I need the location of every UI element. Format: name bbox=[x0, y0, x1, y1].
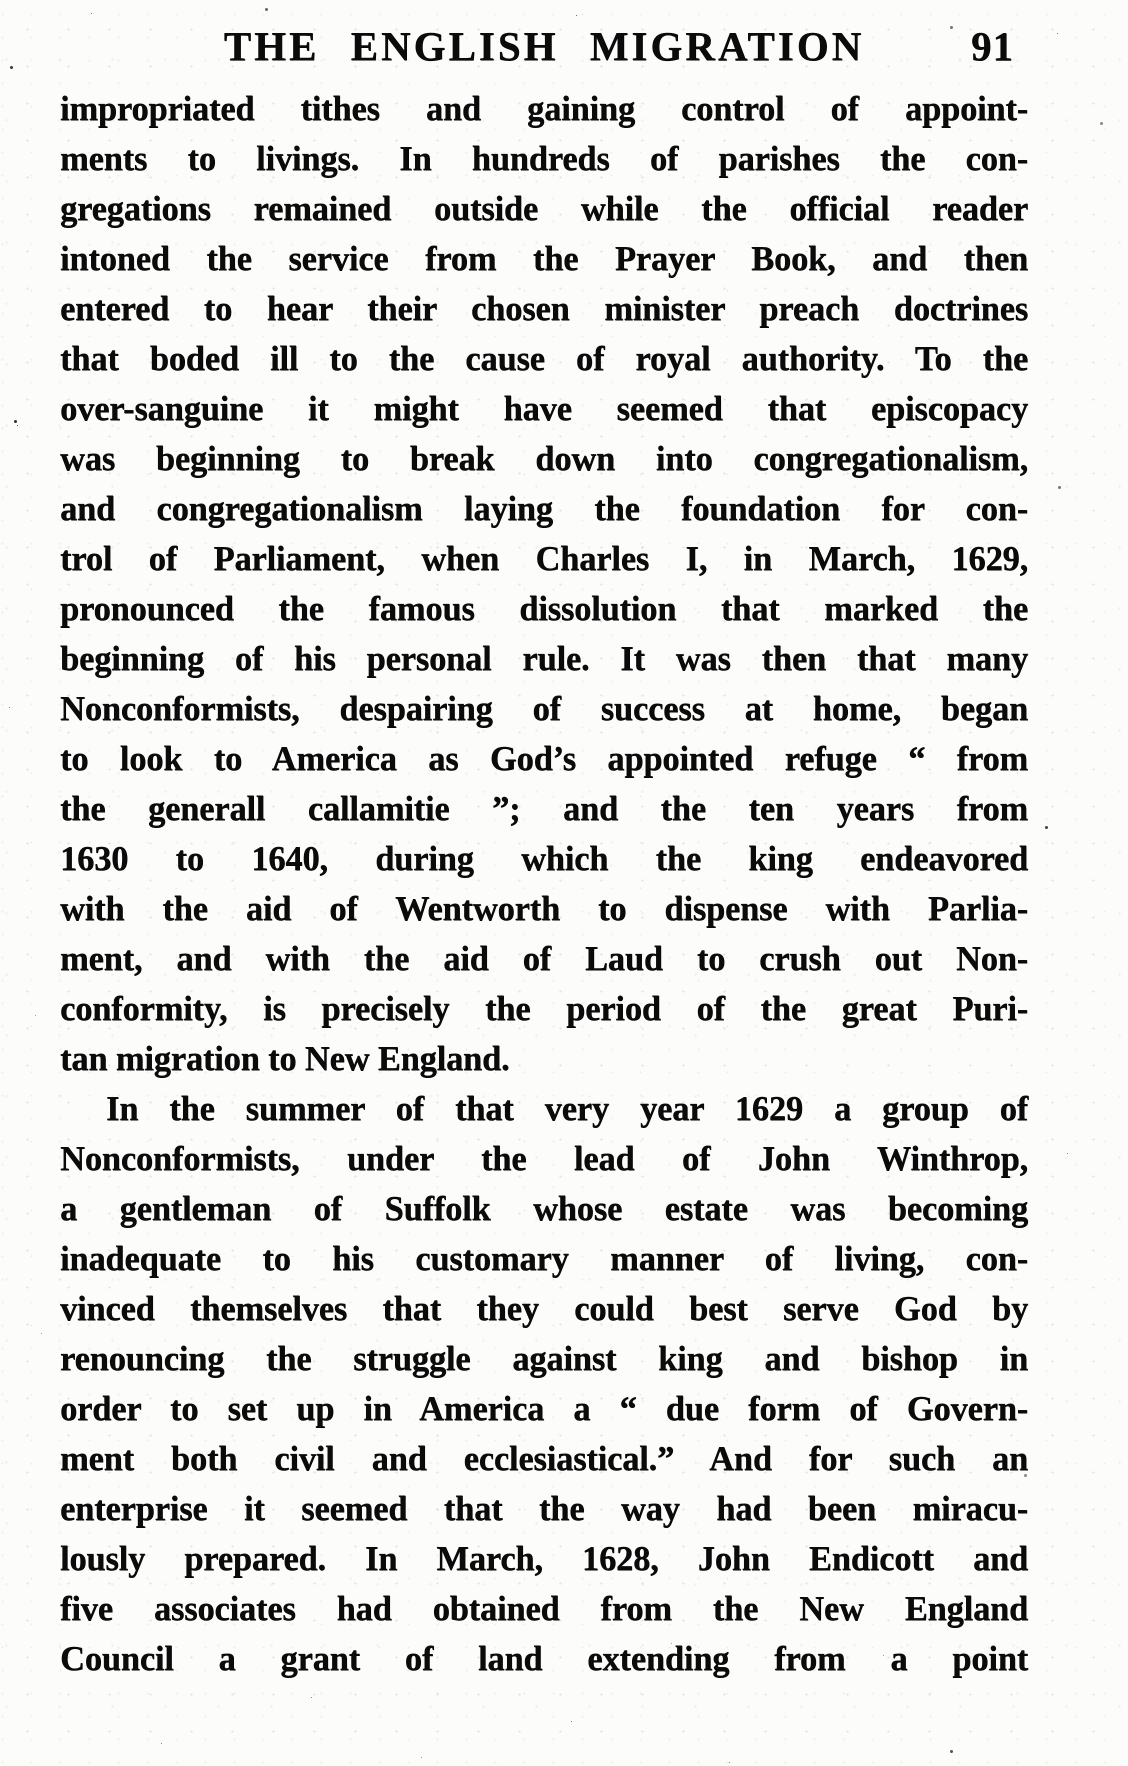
text-line: the generall callamitie ”; and the ten years from bbox=[60, 790, 1028, 828]
text-line: tan migration to New England. bbox=[60, 1040, 510, 1078]
page-title: THE ENGLISH MIGRATION bbox=[223, 23, 865, 69]
page-number: 91 bbox=[971, 23, 1014, 69]
text-line: pronounced the famous dissolution that marked the bbox=[60, 590, 1028, 628]
text-line: over-sanguine it might have seemed that episcopacy bbox=[60, 390, 1028, 428]
text-line: gregations remained outside while the official reader bbox=[60, 190, 1028, 228]
text-line: a gentleman of Suffolk whose estate was becoming bbox=[60, 1190, 1028, 1228]
text-line: with the aid of Wentworth to dispense with Parlia- bbox=[60, 890, 1028, 928]
text-line: Nonconformists, despairing of success at home, began bbox=[60, 690, 1028, 728]
text-line: order to set up in America a “ due form of Govern- bbox=[60, 1390, 1028, 1428]
text-line: vinced themselves that they could best serve God by bbox=[60, 1290, 1028, 1328]
text-line: was beginning to break down into congregationalism, bbox=[60, 440, 1028, 478]
text-line: In the summer of that very year 1629 a group of bbox=[106, 1090, 1028, 1128]
text-line: that boded ill to the cause of royal authority. To the bbox=[60, 340, 1028, 378]
page-header bbox=[60, 20, 1028, 72]
text-line: inadequate to his customary manner of living, con- bbox=[60, 1240, 1028, 1278]
text-line: and congregationalism laying the foundation for con- bbox=[60, 490, 1028, 528]
text-line: Nonconformists, under the lead of John Winthrop, bbox=[60, 1140, 1028, 1178]
text-line: five associates had obtained from the New England bbox=[60, 1590, 1028, 1628]
text-line: trol of Parliament, when Charles I, in March, 1629, bbox=[60, 540, 1028, 578]
page-text bbox=[60, 84, 1028, 1684]
text-line: ment both civil and ecclesiastical.” And for such an bbox=[60, 1440, 1028, 1478]
text-line: beginning of his personal rule. It was then that many bbox=[60, 640, 1028, 678]
text-line: impropriated tithes and gaining control of appoint- bbox=[60, 90, 1028, 128]
paragraph bbox=[60, 84, 1028, 1084]
text-line: enterprise it seemed that the way had been miracu- bbox=[60, 1490, 1028, 1528]
paragraph bbox=[60, 1084, 1028, 1684]
text-line: Council a grant of land extending from a point bbox=[60, 1640, 1028, 1678]
text-line: ments to livings. In hundreds of parishes the con- bbox=[60, 140, 1028, 178]
text-line: conformity, is precisely the period of the great Puri- bbox=[60, 990, 1028, 1028]
text-line: ment, and with the aid of Laud to crush out Non- bbox=[60, 940, 1028, 978]
text-line: renouncing the struggle against king and bishop in bbox=[60, 1340, 1028, 1378]
text-line: 1630 to 1640, during which the king endeavored bbox=[60, 840, 1028, 878]
text-line: to look to America as God’s appointed refuge “ from bbox=[60, 740, 1028, 778]
text-line: lously prepared. In March, 1628, John Endicott and bbox=[60, 1540, 1028, 1578]
text-line: entered to hear their chosen minister preach doctrines bbox=[60, 290, 1028, 328]
text-line: intoned the service from the Prayer Book, and then bbox=[60, 240, 1028, 278]
